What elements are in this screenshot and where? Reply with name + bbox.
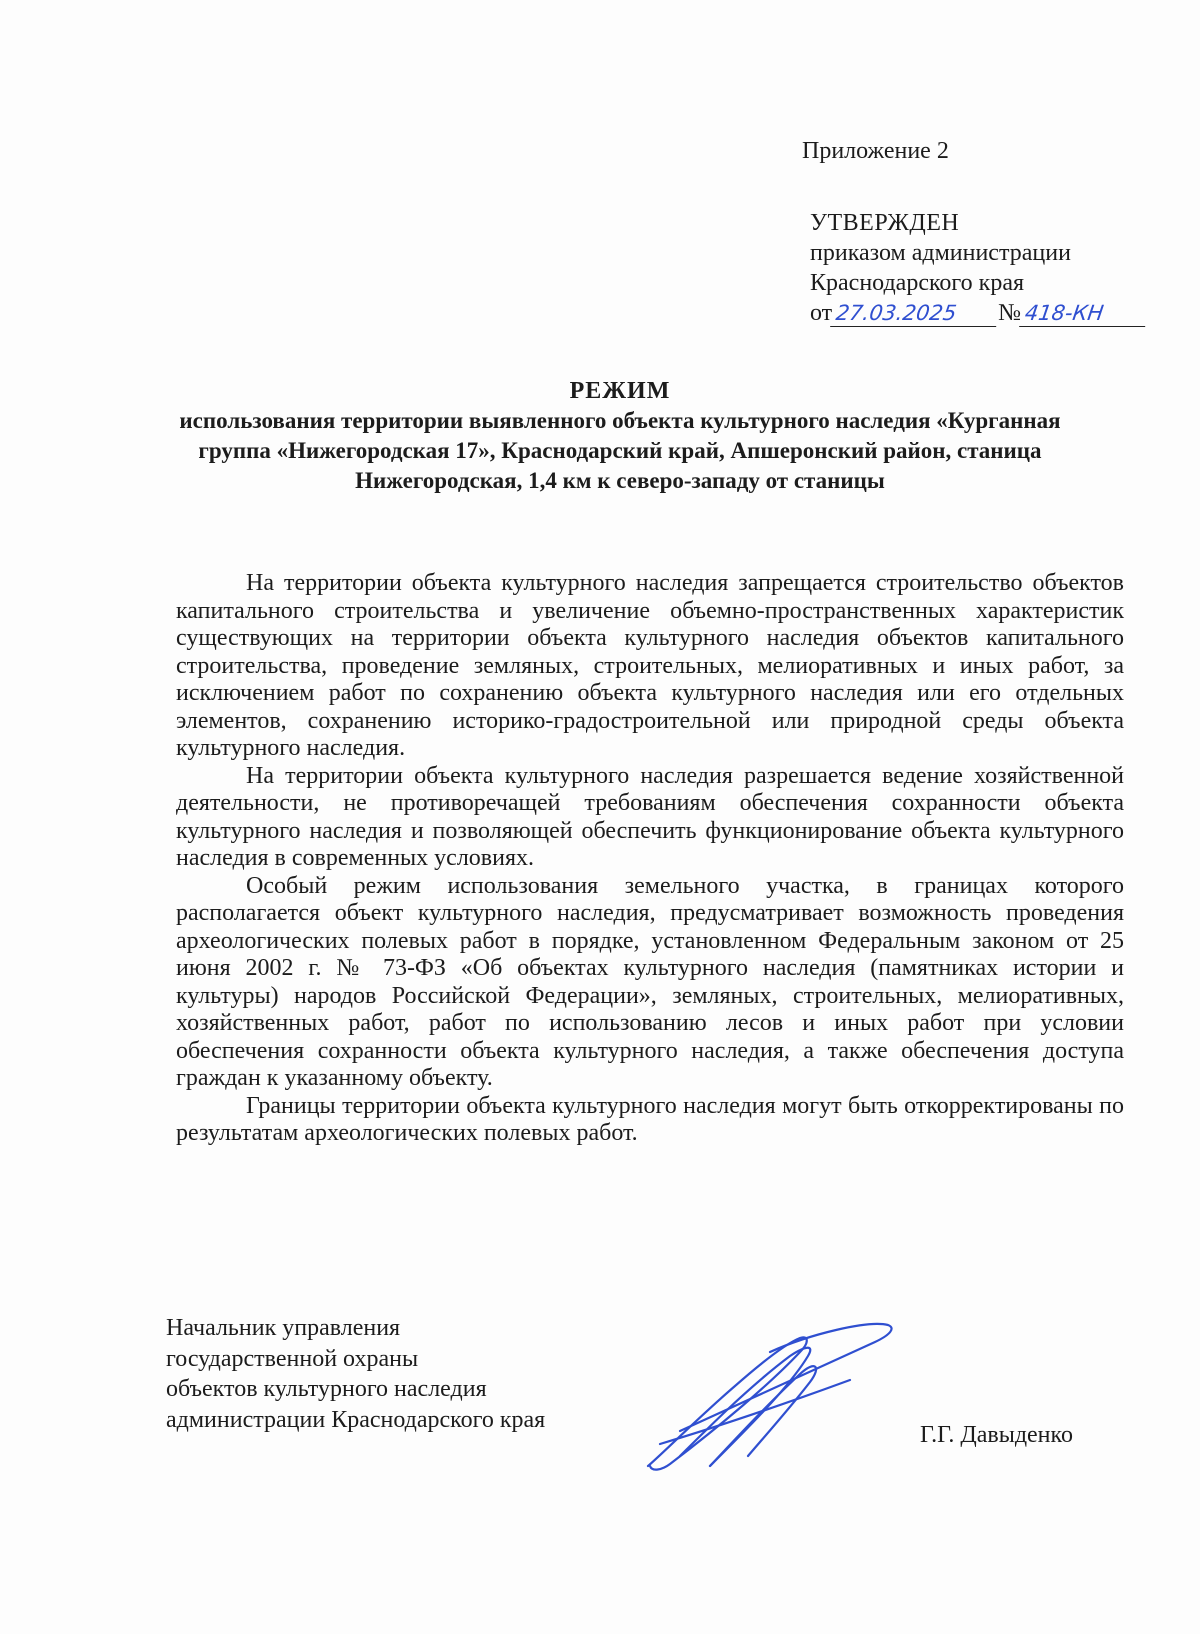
signer-position [166,1313,545,1435]
paragraph-4: Границы территории объекта культурного наследия могут быть откорректированы по результатам археологических полевых работ. [176,1092,1124,1146]
title-subtitle: использования территории выявленного объекта культурного наследия «Курганная группа «Нижегородская 17», Краснодарский край, Апшеронский район, станица Нижегородская, 1,4 км к северо-западу от станицы [179,408,1061,493]
signer-line-1: Начальник управления [166,1315,401,1341]
appendix-label: Приложение 2 [802,138,949,164]
paragraph-2: На территории объекта культурного наследия разрешается ведение хозяйственной деятельности, не противоречащей требованиям обеспечения сохранности объекта культурного наследия и позволяющей обеспечить функционирование объекта культурного наследия в современных условиях. [176,762,1124,871]
signer-line-2: государственной охраны [166,1345,419,1372]
document-title [160,376,1080,496]
approval-line-1: приказом администрации [810,240,1071,266]
date-prefix: от [810,300,833,326]
approval-block [810,208,1147,328]
approval-date-line [810,298,1147,328]
document-body [176,570,1124,1148]
approval-line-2: Краснодарского края [810,270,1025,296]
approval-heading: УТВЕРЖДЕН [810,210,960,236]
paragraph-3: Особый режим использования земельного участка, в границах которого располагается объект культурного наследия, предусматривает возможность проведения археологических полевых работ в порядке, установленном Федеральным законом от 25 июня 2002 г. № 73-ФЗ «Об объектах культурного наследия (памятниках истории и культуры) народов Российской Федерации», земляных, строительных, мелиоративных, хозяйственных работ, работ по использованию лесов и иных работ при условии обеспечения сохранности объекта культурного наследия, а также обеспечения доступа граждан к указанному объекту. [176,872,1124,1091]
signer-line-4: администрации Краснодарского края [166,1406,546,1433]
paragraph-1: На территории объекта культурного наследия запрещается строительство объектов капитального строительства и увеличение объемно-пространственных характеристик существующих на территории объекта культурного наследия объектов капитального строительства, проведение земляных, строительных, мелиоративных и иных работ, за исключением работ по сохранению объекта культурного наследия или его отдельных элементов, сохранению историко-градостроительной или природной среды объекта культурного наследия. [176,570,1124,761]
handwritten-order-number: 418-КН [1019,300,1149,327]
signer-line-3: объектов культурного наследия [166,1376,487,1402]
handwritten-signature [640,1316,900,1476]
title-main: РЕЖИМ [569,378,671,404]
number-sign: № [998,300,1022,326]
signer-name: Г.Г. Давыденко [920,1422,1073,1448]
handwritten-date: 27.03.2025 [830,300,1000,327]
